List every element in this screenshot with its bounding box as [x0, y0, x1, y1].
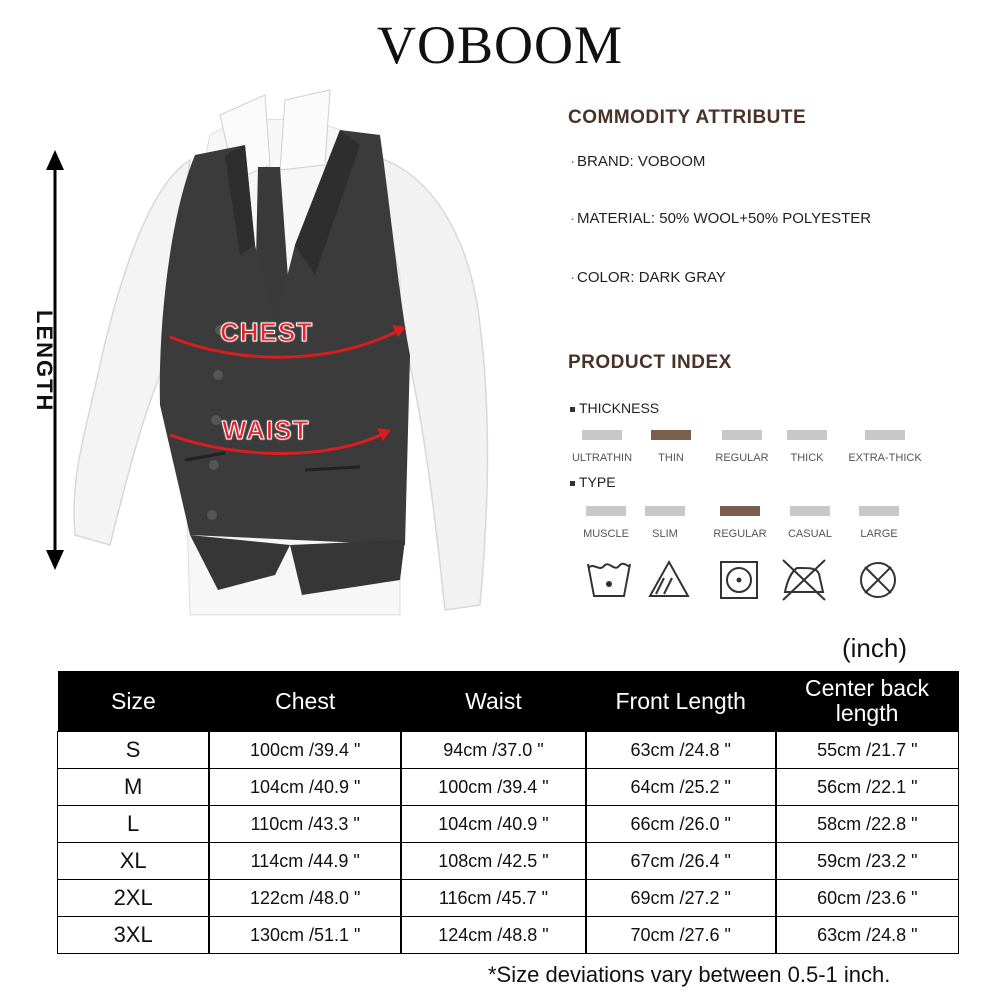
attr-material-label: MATERIAL: — [577, 210, 656, 227]
thickness-option — [562, 430, 642, 464]
option-bar — [865, 430, 905, 440]
cell-chest: 100cm /39.4 " — [209, 732, 401, 769]
cell-size: 2XL — [58, 880, 210, 917]
length-label: LENGTH — [32, 310, 57, 413]
cell-size: S — [58, 732, 210, 769]
thickness-heading — [570, 400, 659, 416]
attr-brand-label: BRAND: — [577, 153, 634, 170]
option-bar — [645, 506, 685, 516]
type-option — [770, 506, 850, 540]
square-bullet-icon — [570, 407, 575, 412]
thickness-label: THICKNESS — [579, 400, 660, 416]
brand-title: VOBOOM — [376, 15, 624, 75]
type-option — [625, 506, 705, 540]
cell-front-length: 67cm /26.4 " — [586, 843, 776, 880]
cell-front-length: 63cm /24.8 " — [586, 732, 776, 769]
tumble-dry-icon — [714, 556, 764, 604]
product-index-title: PRODUCT INDEX — [568, 352, 732, 373]
cell-waist: 100cm /39.4 " — [401, 769, 586, 806]
attr-color — [570, 269, 726, 286]
cell-size: XL — [58, 843, 210, 880]
table-row — [58, 917, 959, 954]
cell-back-length: 55cm /21.7 " — [776, 732, 959, 769]
table-row — [58, 769, 959, 806]
header-chest: Chest — [209, 671, 401, 732]
attr-color-value: DARK GRAY — [638, 269, 726, 286]
cell-chest: 104cm /40.9 " — [209, 769, 401, 806]
vest-model-image — [40, 75, 520, 635]
cell-front-length: 64cm /25.2 " — [586, 769, 776, 806]
attr-material-value: 50% WOOL+50% POLYESTER — [659, 210, 872, 227]
cell-chest: 130cm /51.1 " — [209, 917, 401, 954]
cell-front-length: 66cm /26.0 " — [586, 806, 776, 843]
hand-wash-icon — [584, 556, 634, 604]
waist-label: WAIST — [222, 415, 310, 445]
option-bar — [586, 506, 626, 516]
table-row — [58, 880, 959, 917]
header-waist: Waist — [401, 671, 586, 732]
cell-chest: 122cm /48.0 " — [209, 880, 401, 917]
cell-back-length: 59cm /23.2 " — [776, 843, 959, 880]
table-row — [58, 806, 959, 843]
thickness-option-selected — [631, 430, 711, 464]
cell-waist: 94cm /37.0 " — [401, 732, 586, 769]
unit-label: (inch) — [842, 633, 908, 663]
bullet-icon: · — [570, 210, 575, 227]
cell-size: M — [58, 769, 210, 806]
option-bar — [787, 430, 827, 440]
cell-chest: 110cm /43.3 " — [209, 806, 401, 843]
table-row — [58, 843, 959, 880]
size-deviation-note: *Size deviations vary between 0.5-1 inch. — [488, 962, 891, 987]
header-front-length: Front Length — [586, 671, 776, 732]
cell-back-length: 63cm /24.8 " — [776, 917, 959, 954]
option-bar — [790, 506, 830, 516]
chest-label: CHEST — [220, 317, 314, 347]
option-label: THIN — [658, 452, 684, 464]
header-size: Size — [58, 671, 210, 732]
option-label: MUSCLE — [583, 528, 629, 540]
cell-waist: 124cm /48.8 " — [401, 917, 586, 954]
no-dry-clean-icon — [853, 556, 903, 604]
option-bar-selected — [720, 506, 760, 516]
cell-size: 3XL — [58, 917, 210, 954]
no-iron-icon — [779, 556, 829, 604]
attr-color-label: COLOR: — [577, 269, 635, 286]
option-label: CASUAL — [787, 528, 833, 540]
cell-size: L — [58, 806, 210, 843]
type-heading — [570, 474, 616, 490]
option-label: REGULAR — [713, 528, 767, 540]
size-table — [57, 671, 959, 954]
cell-back-length: 56cm /22.1 " — [776, 769, 959, 806]
option-bar-selected — [651, 430, 691, 440]
option-bar — [722, 430, 762, 440]
cell-chest: 114cm /44.9 " — [209, 843, 401, 880]
option-label: THICK — [790, 452, 824, 464]
cell-back-length: 60cm /23.6 " — [776, 880, 959, 917]
thickness-option — [845, 430, 925, 464]
square-bullet-icon — [570, 481, 575, 486]
bullet-icon: · — [570, 269, 575, 286]
option-label: LARGE — [860, 528, 898, 540]
bullet-icon: · — [570, 153, 575, 170]
option-bar — [582, 430, 622, 440]
cell-front-length: 70cm /27.6 " — [586, 917, 776, 954]
type-label: TYPE — [579, 474, 616, 490]
cell-waist: 108cm /42.5 " — [401, 843, 586, 880]
option-bar — [859, 506, 899, 516]
cell-waist: 116cm /45.7 " — [401, 880, 586, 917]
cell-back-length: 58cm /22.8 " — [776, 806, 959, 843]
thickness-option — [767, 430, 847, 464]
table-header-row — [58, 671, 959, 732]
type-option-selected — [700, 506, 780, 540]
cell-front-length: 69cm /27.2 " — [586, 880, 776, 917]
option-label: EXTRA-THICK — [848, 452, 922, 464]
option-label: REGULAR — [715, 452, 769, 464]
cell-waist: 104cm /40.9 " — [401, 806, 586, 843]
attr-material — [570, 210, 871, 227]
attr-brand — [570, 153, 705, 170]
bleach-icon — [644, 556, 694, 604]
table-row — [58, 732, 959, 769]
commodity-attribute-title: COMMODITY ATTRIBUTE — [568, 107, 807, 128]
type-option — [839, 506, 919, 540]
option-label: ULTRATHIN — [571, 452, 633, 464]
header-center-back-length: Center back length — [776, 671, 959, 732]
option-label: SLIM — [652, 528, 678, 540]
attr-brand-value: VOBOOM — [637, 153, 706, 170]
